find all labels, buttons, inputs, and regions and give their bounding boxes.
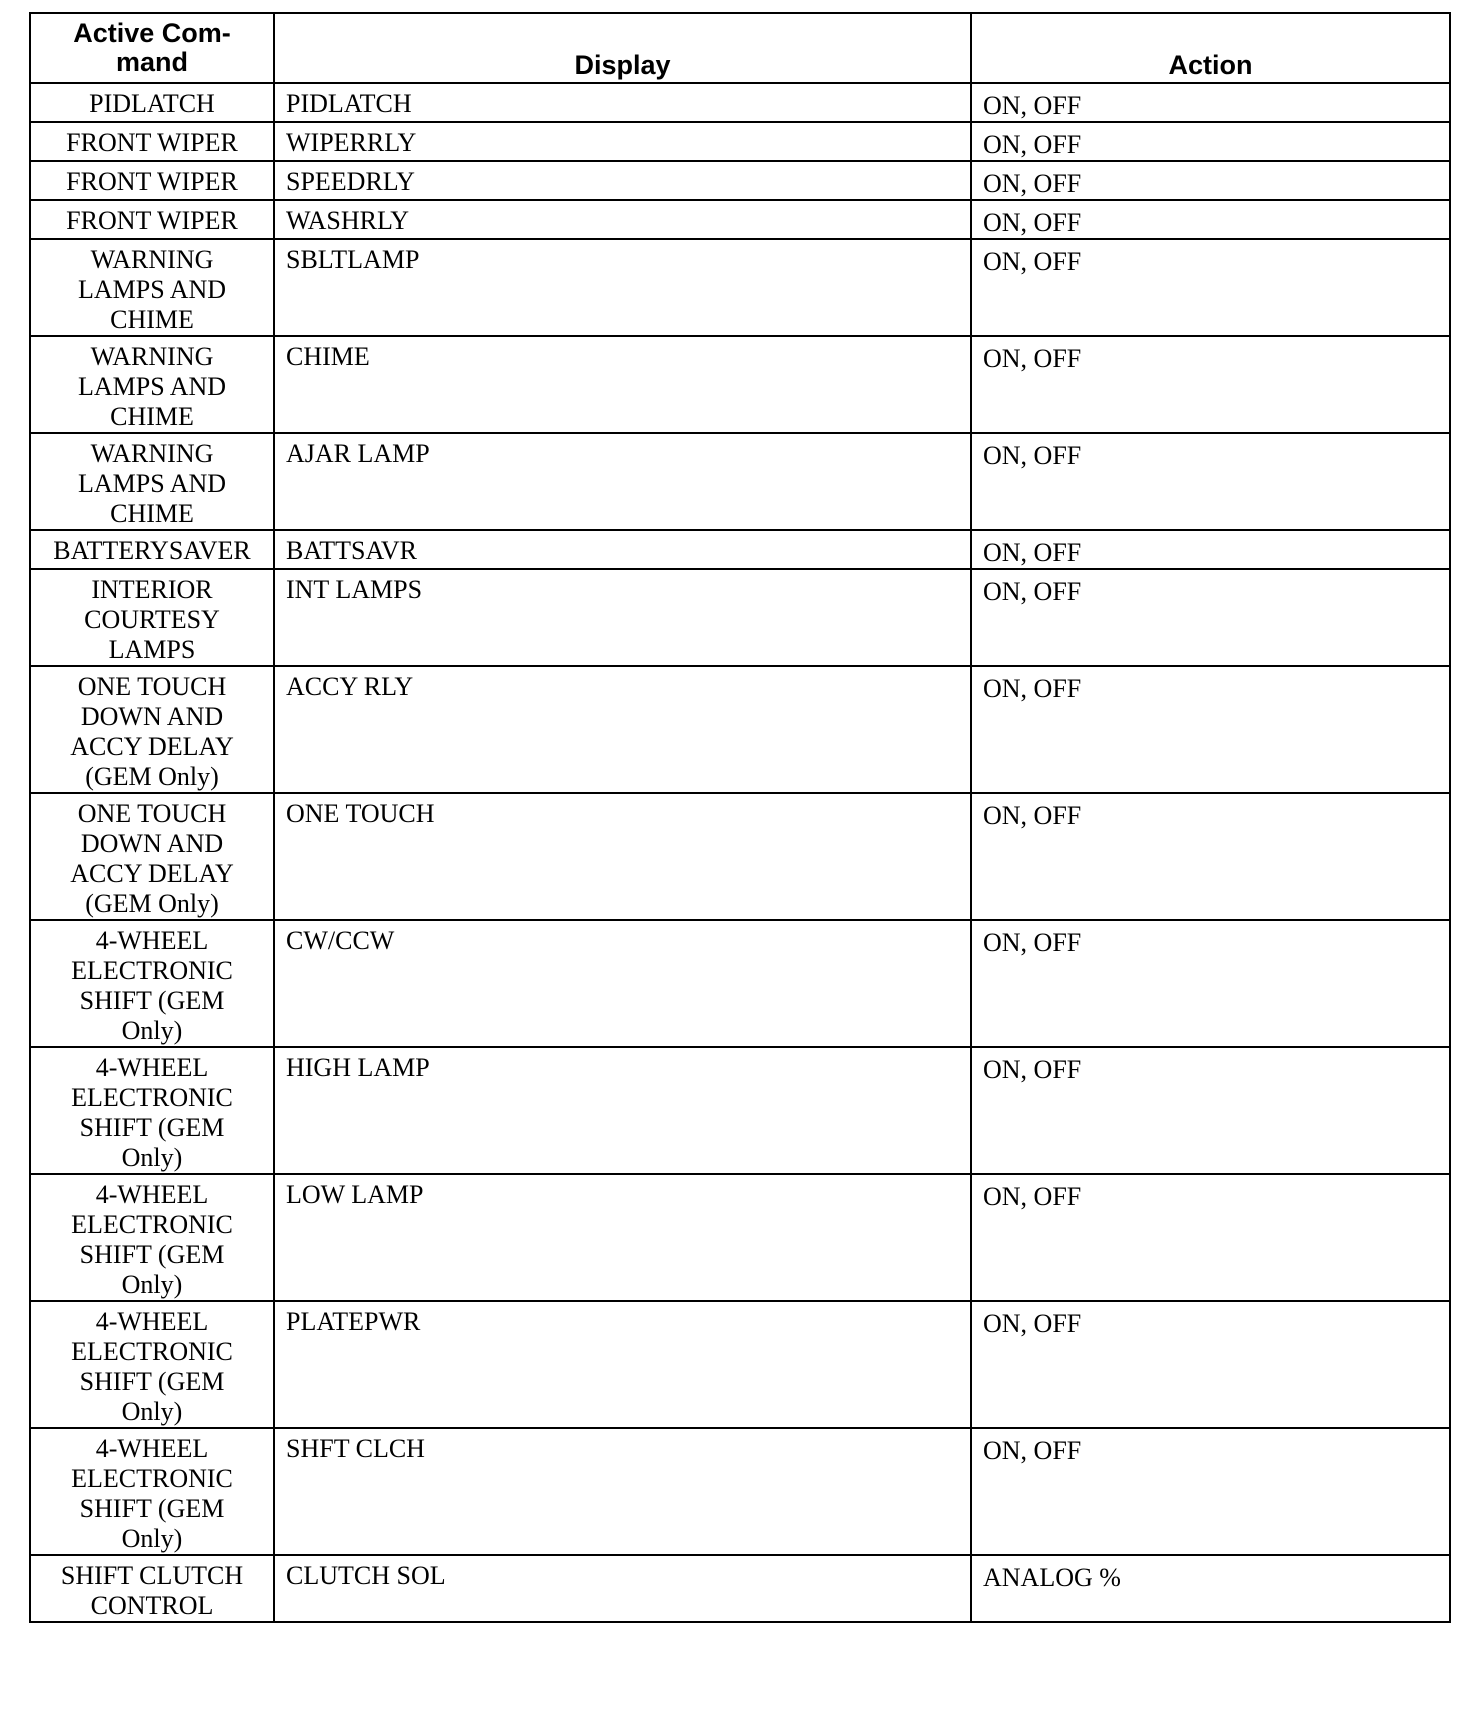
- table-row: [30, 920, 1450, 1047]
- header-display: Display: [274, 13, 971, 83]
- header-action: Action: [971, 13, 1450, 83]
- cell-action: ON, OFF: [971, 239, 1450, 336]
- cell-active-command: [30, 569, 274, 666]
- cell-action: ANALOG %: [971, 1555, 1450, 1622]
- table-row: [30, 336, 1450, 433]
- command-line: COURTESY: [84, 605, 220, 634]
- command-line: WARNING: [90, 342, 214, 371]
- header-active-command: [30, 13, 274, 83]
- cell-display: PIDLATCH: [274, 83, 971, 122]
- cell-active-command: [30, 1555, 274, 1622]
- cell-active-command: [30, 1301, 274, 1428]
- header-row: [30, 13, 1450, 83]
- cell-action: ON, OFF: [971, 1174, 1450, 1301]
- cell-display: SPEEDRLY: [274, 161, 971, 200]
- command-line: ELECTRONIC: [71, 1337, 233, 1366]
- command-line: CHIME: [110, 499, 194, 528]
- cell-action: ON, OFF: [971, 1301, 1450, 1428]
- command-line: SHIFT CLUTCH: [60, 1561, 244, 1590]
- header-active-command-line-2: mand: [115, 47, 188, 77]
- cell-action: ON, OFF: [971, 1047, 1450, 1174]
- command-line: Only): [121, 1143, 183, 1172]
- cell-display: CHIME: [274, 336, 971, 433]
- cell-display: INT LAMPS: [274, 569, 971, 666]
- command-line: 4-WHEEL: [95, 926, 209, 955]
- command-line: 4-WHEEL: [95, 1434, 209, 1463]
- command-line: FRONT WIPER: [66, 128, 238, 157]
- command-line: BATTERYSAVER: [53, 536, 251, 565]
- command-line: ELECTRONIC: [71, 1464, 233, 1493]
- command-line: WARNING: [90, 245, 214, 274]
- command-line: Only): [121, 1016, 183, 1045]
- command-line: ELECTRONIC: [71, 956, 233, 985]
- cell-action: ON, OFF: [971, 569, 1450, 666]
- command-line: Only): [121, 1397, 183, 1426]
- table-row: [30, 161, 1450, 200]
- active-command-table: [29, 12, 1451, 1623]
- table-row: [30, 239, 1450, 336]
- table-row: [30, 200, 1450, 239]
- command-line: ONE TOUCH: [77, 672, 227, 701]
- command-line: PIDLATCH: [89, 89, 215, 118]
- table-row: [30, 530, 1450, 569]
- command-line: FRONT WIPER: [66, 206, 238, 235]
- header-active-command-line-1: Active Com-: [73, 18, 231, 48]
- command-line: SHIFT (GEM: [79, 986, 225, 1015]
- table-row: [30, 666, 1450, 793]
- cell-display: BATTSAVR: [274, 530, 971, 569]
- command-line: INTERIOR: [91, 575, 213, 604]
- table-row: [30, 1555, 1450, 1622]
- cell-active-command: [30, 83, 274, 122]
- cell-display: LOW LAMP: [274, 1174, 971, 1301]
- command-line: (GEM Only): [85, 889, 219, 918]
- cell-display: PLATEPWR: [274, 1301, 971, 1428]
- cell-display: AJAR LAMP: [274, 433, 971, 530]
- command-line: ELECTRONIC: [71, 1210, 233, 1239]
- command-line: DOWN AND: [80, 702, 224, 731]
- table-row: [30, 1047, 1450, 1174]
- table-row: [30, 83, 1450, 122]
- table-row: [30, 122, 1450, 161]
- command-line: ONE TOUCH: [77, 799, 227, 828]
- cell-display: SBLTLAMP: [274, 239, 971, 336]
- cell-action: ON, OFF: [971, 530, 1450, 569]
- command-line: SHIFT (GEM: [79, 1240, 225, 1269]
- cell-active-command: [30, 1174, 274, 1301]
- table-body: [30, 83, 1450, 1622]
- cell-display: HIGH LAMP: [274, 1047, 971, 1174]
- command-line: LAMPS AND: [77, 372, 227, 401]
- command-line: WARNING: [90, 439, 214, 468]
- cell-action: ON, OFF: [971, 1428, 1450, 1555]
- cell-action: ON, OFF: [971, 920, 1450, 1047]
- cell-active-command: [30, 920, 274, 1047]
- cell-action: ON, OFF: [971, 666, 1450, 793]
- cell-active-command: [30, 161, 274, 200]
- cell-active-command: [30, 433, 274, 530]
- cell-active-command: [30, 200, 274, 239]
- cell-display: SHFT CLCH: [274, 1428, 971, 1555]
- cell-active-command: [30, 1428, 274, 1555]
- cell-display: ACCY RLY: [274, 666, 971, 793]
- cell-action: ON, OFF: [971, 793, 1450, 920]
- table-row: [30, 569, 1450, 666]
- command-line: ELECTRONIC: [71, 1083, 233, 1112]
- command-line: SHIFT (GEM: [79, 1494, 225, 1523]
- cell-display: WIPERRLY: [274, 122, 971, 161]
- command-line: Only): [121, 1270, 183, 1299]
- command-line: LAMPS AND: [77, 469, 227, 498]
- cell-action: ON, OFF: [971, 122, 1450, 161]
- command-line: Only): [121, 1524, 183, 1553]
- command-line: CONTROL: [90, 1591, 214, 1620]
- cell-display: CW/CCW: [274, 920, 971, 1047]
- cell-action: ON, OFF: [971, 336, 1450, 433]
- command-line: ACCY DELAY: [70, 859, 234, 888]
- command-line: 4-WHEEL: [95, 1307, 209, 1336]
- command-line: SHIFT (GEM: [79, 1113, 225, 1142]
- table-row: [30, 793, 1450, 920]
- cell-active-command: [30, 122, 274, 161]
- table-row: [30, 1301, 1450, 1428]
- cell-action: ON, OFF: [971, 83, 1450, 122]
- command-line: CHIME: [110, 305, 194, 334]
- cell-action: ON, OFF: [971, 433, 1450, 530]
- command-line: LAMPS AND: [77, 275, 227, 304]
- cell-active-command: [30, 530, 274, 569]
- command-line: FRONT WIPER: [66, 167, 238, 196]
- command-line: ACCY DELAY: [70, 732, 234, 761]
- command-line: (GEM Only): [85, 762, 219, 791]
- cell-display: WASHRLY: [274, 200, 971, 239]
- table-row: [30, 1174, 1450, 1301]
- cell-active-command: [30, 793, 274, 920]
- command-line: 4-WHEEL: [95, 1180, 209, 1209]
- cell-active-command: [30, 666, 274, 793]
- cell-action: ON, OFF: [971, 161, 1450, 200]
- cell-display: ONE TOUCH: [274, 793, 971, 920]
- command-line: DOWN AND: [80, 829, 224, 858]
- command-line: CHIME: [110, 402, 194, 431]
- cell-active-command: [30, 1047, 274, 1174]
- command-line: SHIFT (GEM: [79, 1367, 225, 1396]
- command-line: LAMPS: [108, 635, 196, 664]
- cell-active-command: [30, 336, 274, 433]
- cell-action: ON, OFF: [971, 200, 1450, 239]
- table-row: [30, 433, 1450, 530]
- command-line: 4-WHEEL: [95, 1053, 209, 1082]
- table-row: [30, 1428, 1450, 1555]
- cell-active-command: [30, 239, 274, 336]
- cell-display: CLUTCH SOL: [274, 1555, 971, 1622]
